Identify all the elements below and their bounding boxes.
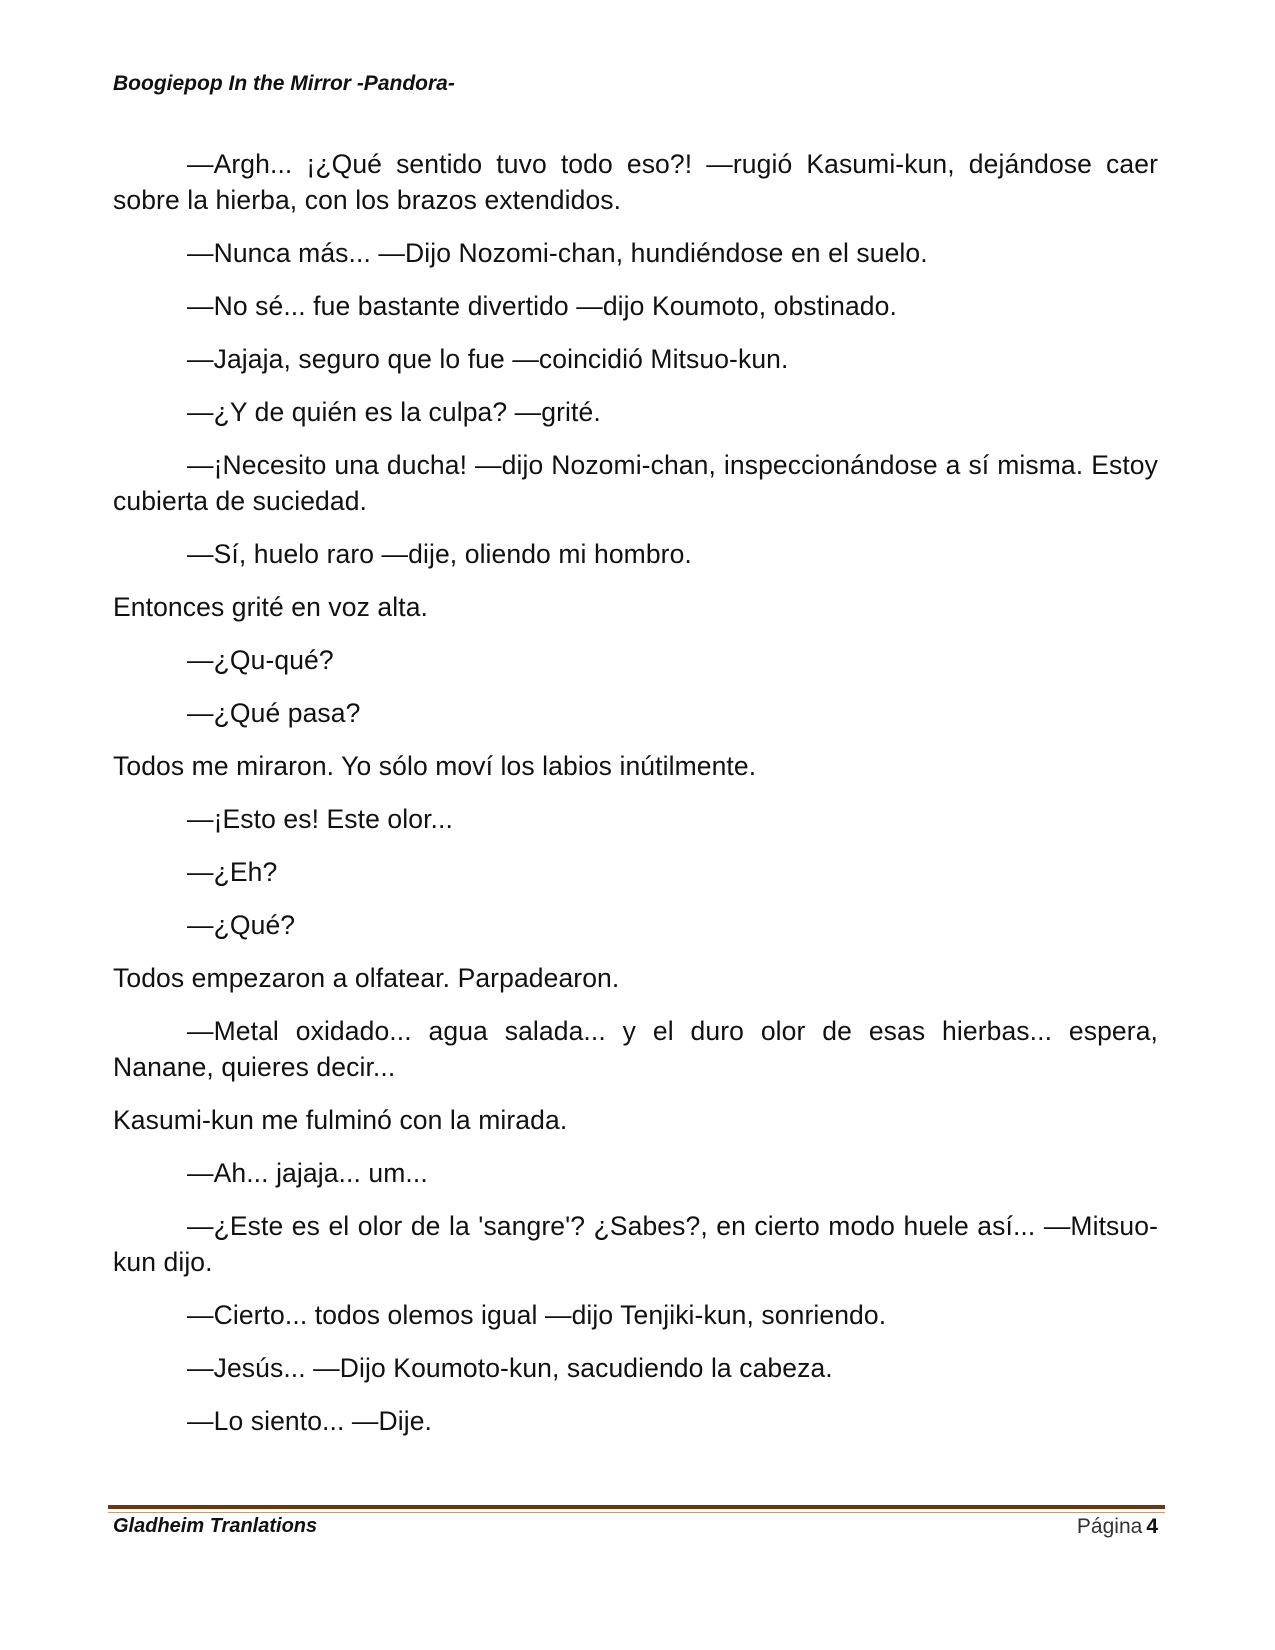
paragraph: —Cierto... todos olemos igual —dijo Tenjiki-kun, sonriendo. xyxy=(187,1300,887,1330)
paragraph: Kasumi-kun me fulminó con la mirada. xyxy=(113,1105,568,1135)
paragraph: —No sé... fue bastante divertido —dijo Koumoto, obstinado. xyxy=(187,291,897,321)
page-header-title: Boogiepop In the Mirror -Pandora- xyxy=(113,72,455,95)
paragraph: —Metal oxidado... agua salada... y el duro olor de esas hierbas... espera, Nanane, quieres decir... xyxy=(113,1016,1158,1082)
paragraph: —Sí, huelo raro —dije, oliendo mi hombro. xyxy=(187,539,692,569)
paragraph: Entonces grité en voz alta. xyxy=(113,592,428,622)
paragraph: —Jesús... —Dijo Koumoto-kun, sacudiendo la cabeza. xyxy=(187,1353,833,1383)
body-text xyxy=(113,146,1158,1456)
paragraph: —¡Necesito una ducha! —dijo Nozomi-chan, inspeccionándose a sí misma. Estoy cubierta de suciedad. xyxy=(113,450,1158,516)
paragraph: —¿Y de quién es la culpa? —grité. xyxy=(187,397,601,427)
paragraph: —Nunca más... —Dijo Nozomi-chan, hundiéndose en el suelo. xyxy=(187,238,928,268)
paragraph: —¿Qué? xyxy=(187,910,296,940)
footer-divider xyxy=(108,1505,1165,1509)
footer-page-indicator xyxy=(1077,1515,1158,1539)
paragraph: —¿Qu-qué? xyxy=(187,645,334,675)
footer-divider-thin xyxy=(108,1512,1165,1513)
paragraph: —¿Este es el olor de la 'sangre'? ¿Sabes?, en cierto modo huele así... —Mitsuo-kun dijo. xyxy=(113,1211,1158,1277)
page-label: Página xyxy=(1076,1515,1143,1538)
paragraph: Todos me miraron. Yo sólo moví los labios inútilmente. xyxy=(113,751,757,781)
paragraph: —Ah... jajaja... um... xyxy=(187,1158,428,1188)
paragraph: —Lo siento... —Dije. xyxy=(187,1406,433,1436)
footer-credit: Gladheim Tranlations xyxy=(113,1515,318,1537)
paragraph: —¿Eh? xyxy=(187,857,278,887)
paragraph: —¿Qué pasa? xyxy=(187,698,361,728)
paragraph: —Jajaja, seguro que lo fue —coincidió Mitsuo-kun. xyxy=(187,344,789,374)
paragraph: —Argh... ¡¿Qué sentido tuvo todo eso?! —rugió Kasumi-kun, dejándose caer sobre la hierba, con los brazos extendidos. xyxy=(113,149,1158,215)
paragraph: Todos empezaron a olfatear. Parpadearon. xyxy=(113,963,620,993)
paragraph: —¡Esto es! Este olor... xyxy=(187,804,453,834)
page-number: 4 xyxy=(1146,1515,1158,1538)
